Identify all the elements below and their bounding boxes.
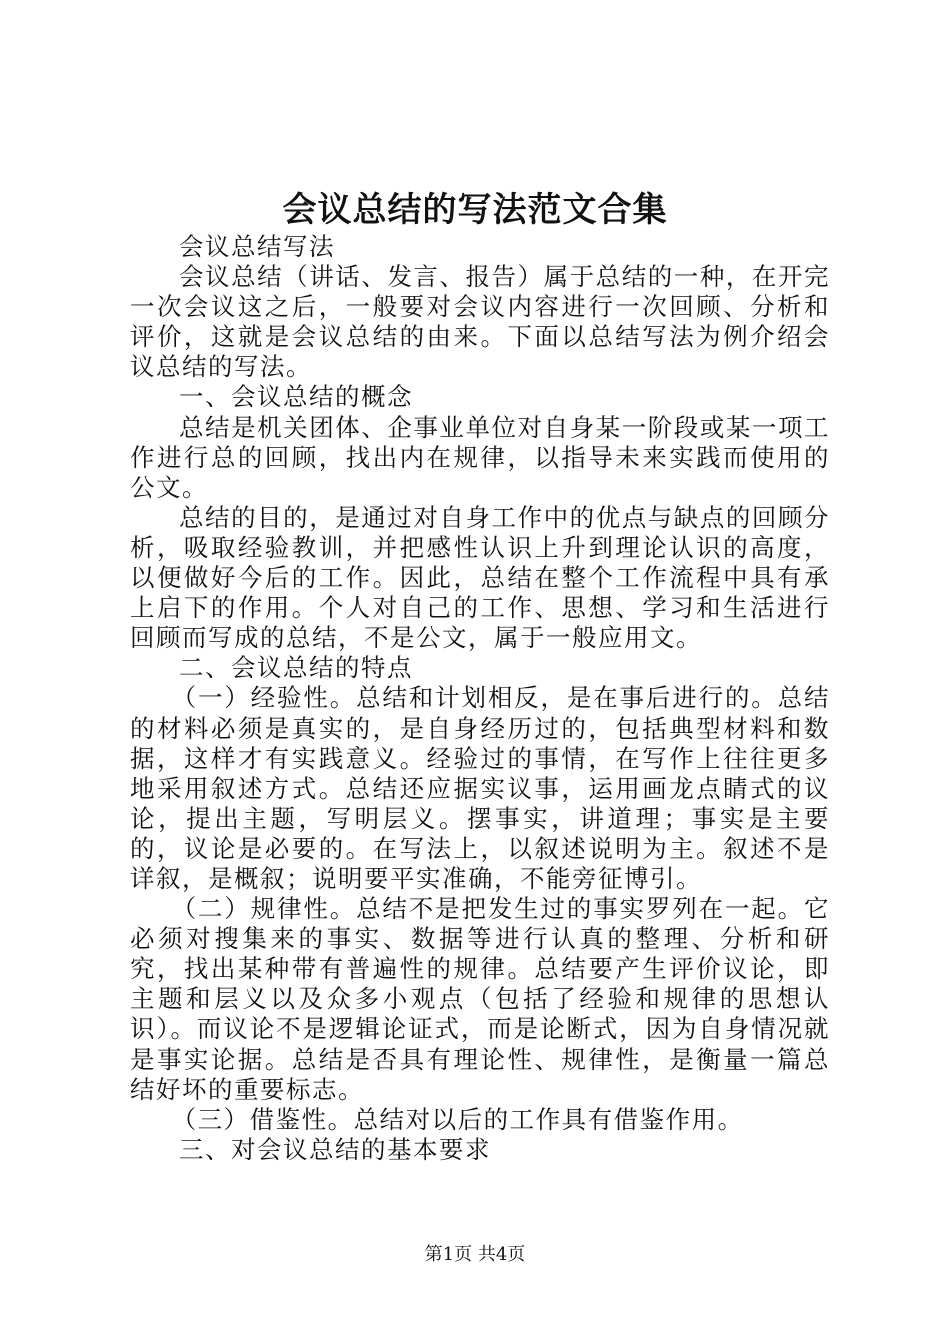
paragraph: 会议总结（讲话、发言、报告）属于总结的一种，在开完一次会议这之后，一般要对会议内容进行一次回顾、分析和评价，这就是会议总结的由来。下面以总结写法为例介绍会议总结的写法。 xyxy=(130,262,830,382)
paragraph: 三、对会议总结的基本要求 xyxy=(179,1134,491,1164)
paragraph: 总结的目的，是通过对自身工作中的优点与缺点的回顾分析，吸取经验教训，并把感性认识上升到理论认识的高度，以便做好今后的工作。因此，总结在整个工作流程中具有承上启下的作用。个人对自己的工作、思想、学习和生活进行回顾而写成的总结，不是公文，属于一般应用文。 xyxy=(130,502,830,653)
paragraph: 总结是机关团体、企事业单位对自身某一阶段或某一项工作进行总的回顾，找出内在规律，以指导未来实践而使用的公文。 xyxy=(130,412,830,502)
paragraph: 一、会议总结的概念 xyxy=(179,382,413,412)
paragraph: （一）经验性。总结和计划相反，是在事后进行的。总结的材料必须是真实的，是自身经历过的，包括典型材料和数据，这样才有实践意义。经验过的事情，在写作上往往更多地采用叙述方式。总结还应据实议事，运用画龙点睛式的议论，提出主题，写明层义。摆事实，讲道理；事实是主要的，议论是必要的。在写法上，以叙述说明为主。叙述不是详叙，是概叙；说明要平实准确，不能旁征博引。 xyxy=(130,683,830,893)
document-body xyxy=(130,232,830,1165)
page-footer: 第1页 共4页 xyxy=(424,1244,526,1265)
paragraph: 会议总结写法 xyxy=(179,232,335,261)
document-title: 会议总结的写法范文合集 xyxy=(282,190,668,230)
paragraph: （三）借鉴性。总结对以后的工作具有借鉴作用。 xyxy=(171,1104,744,1134)
paragraph: （二）规律性。总结不是把发生过的事实罗列在一起。它必须对搜集来的事实、数据等进行认真的整理、分析和研究，找出某种带有普遍性的规律。总结要产生评价议论，即主题和层义以及众多小观点（包括了经验和规律的思想认识）。而议论不是逻辑论证式，而是论断式，因为自身情况就是事实论据。总结是否具有理论性、规律性，是衡量一篇总结好坏的重要标志。 xyxy=(130,894,830,1104)
paragraph: 二、会议总结的特点 xyxy=(179,653,413,683)
